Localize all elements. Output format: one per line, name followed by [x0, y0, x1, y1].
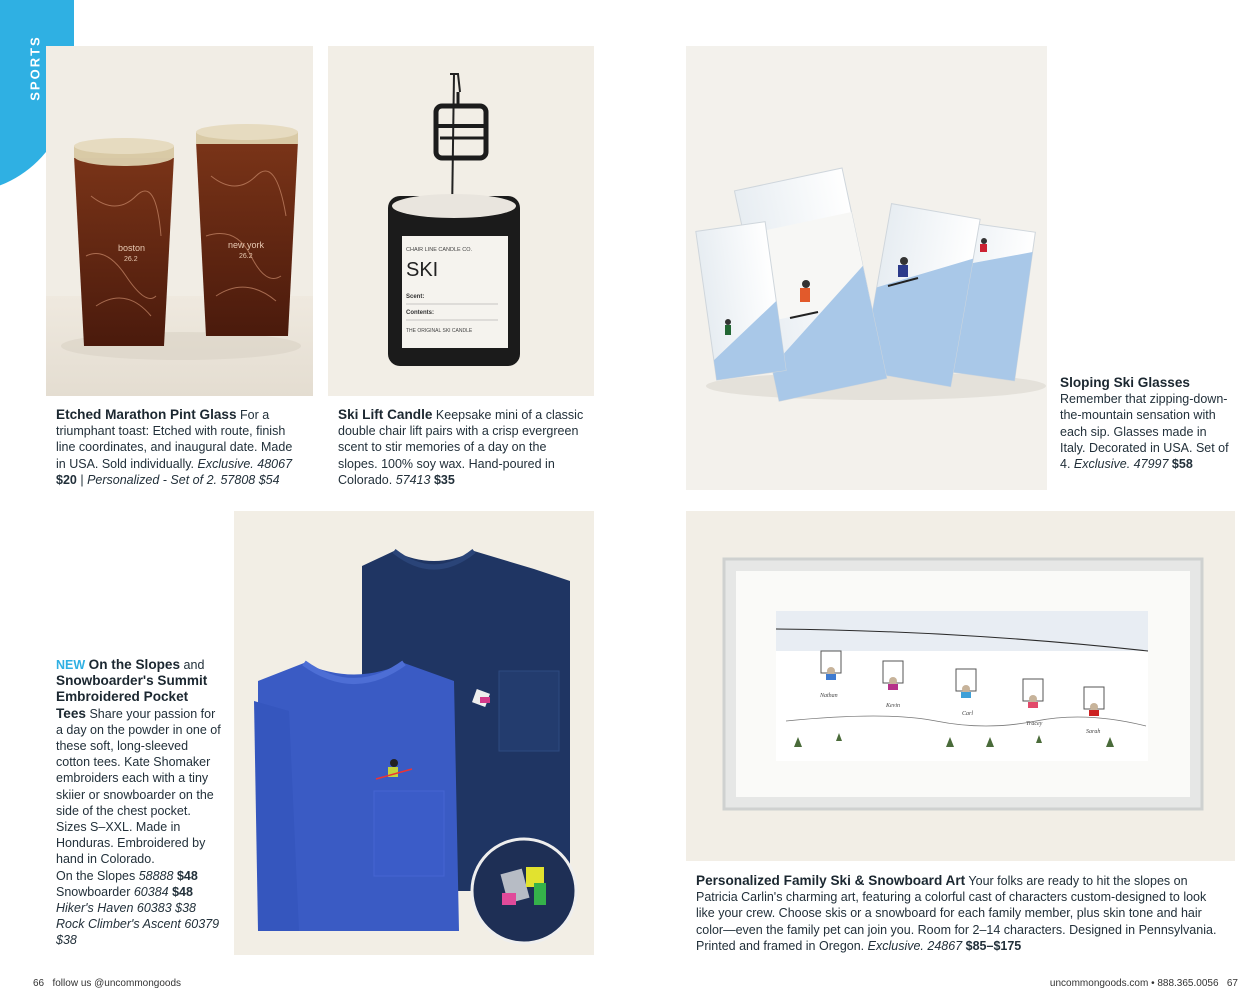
tees-illustration: [234, 511, 594, 955]
tees-photo: [234, 511, 594, 955]
tees-line-1-item: 58888: [138, 868, 174, 883]
footer-right: [1050, 978, 1238, 991]
marathon-glass-illustration: [46, 46, 313, 396]
art-name-1: Nathan: [820, 693, 838, 699]
tees-title-a: On the Slopes: [88, 657, 181, 672]
ski-glasses-price: $58: [1171, 457, 1193, 472]
section-tab-label: SPORTS: [27, 35, 43, 101]
social-link[interactable]: follow us @uncommongoods: [52, 978, 182, 989]
website-contact[interactable]: uncommongoods.com • 888.365.0056: [1049, 978, 1219, 989]
candle-illustration: [328, 46, 594, 396]
glass1-text: boston: [118, 243, 146, 253]
art-name-4: Tracey: [1026, 721, 1043, 727]
candle-label-contents: Contents:: [406, 310, 434, 316]
ski-glasses-photo: [686, 46, 1047, 490]
glass2-sub: 26.2: [239, 253, 253, 260]
marathon-price: $20: [56, 472, 77, 487]
ski-art-item: Exclusive. 24867: [867, 938, 963, 953]
tees-extra-1: Hiker's Haven 60383 $38: [56, 901, 196, 916]
candle-item: 57413: [395, 472, 431, 487]
tees-line-2-price: $48: [172, 884, 193, 899]
glass1-sub: 26.2: [124, 256, 138, 263]
tees-line-1-name: On the Slopes: [56, 868, 136, 883]
candle-copy: [338, 407, 588, 488]
candle-price: $35: [433, 472, 455, 487]
art-name-2: Kevin: [886, 703, 900, 709]
tees-desc: Share your passion for a day on the powder in one of these soft, long-sleeved cotton tees. Kate Shomaker embroiders each with a tiny skiier or snowboarder on the side of the chest pocket. Sizes S–XXL. Made in Honduras. Embroidered by hand in Colorado.: [56, 706, 221, 867]
footer-left: [33, 978, 181, 991]
ski-art-copy: [696, 873, 1226, 954]
marathon-title: Etched Marathon Pint Glass: [56, 407, 237, 422]
art-name-3: Carl: [962, 711, 974, 717]
tees-line-1-price: $48: [176, 868, 198, 883]
marathon-desc: For a triumphant toast: Etched with route, finish line coordinates, and inaugural date. Made in USA. Sold individually.: [56, 408, 293, 471]
candle-label-name: SKI: [406, 259, 439, 281]
ski-art-desc: Your folks are ready to hit the slopes on Patricia Carlin's charming art, featuring a colorful cast of characters custom-designed to look like your crew. Choose skis or a snowboard for each family member, plus skin tone and hair color—even the family pet can join you. Room for 2–14 characters. Designed in Pennsylvania. Printed and framed in Oregon.: [696, 874, 1217, 953]
tees-copy: [56, 657, 221, 949]
ski-glasses-desc: Remember that zipping-down-the-mountain sensation with each sip. Glasses made in Italy. Decorated in USA. Set of 4.: [1060, 392, 1229, 472]
marathon-personalized: Personalized - Set of 2. 57808 $54: [87, 472, 280, 487]
tees-line-2-name: Snowboarder: [56, 884, 131, 899]
ski-glasses-copy: [1060, 375, 1232, 472]
right-page-number: 67: [1226, 978, 1238, 989]
glass2-text: new york: [228, 240, 265, 250]
ski-art-illustration: [686, 511, 1235, 861]
candle-title: Ski Lift Candle: [338, 407, 433, 422]
art-name-5: Sarah: [1086, 729, 1101, 735]
left-page-number: 66: [33, 978, 45, 989]
candle-label-brand: CHAIR LINE CANDLE CO.: [406, 247, 473, 253]
candle-desc: Keepsake mini of a classic double chair lift pairs with a crisp evergreen scent to stir memories of a day on the slopes. 100% soy wax. Hand-poured in Colorado.: [338, 408, 584, 487]
tees-line-2-item: 60384: [133, 884, 169, 899]
ski-glasses-title: Sloping Ski Glasses: [1060, 375, 1190, 390]
new-badge: NEW: [56, 658, 86, 672]
ski-art-title: Personalized Family Ski & Snowboard Art: [696, 873, 966, 888]
marathon-sep: |: [76, 472, 88, 487]
ski-glasses-illustration: [686, 46, 1047, 490]
marathon-copy: [56, 407, 301, 488]
marathon-exclusive: Exclusive. 48067: [197, 456, 293, 471]
tees-title-b: Snowboarder's Summit Embroidered Pocket Tees: [56, 673, 208, 721]
ski-art-photo: [686, 511, 1235, 861]
candle-label-scent: Scent:: [406, 294, 425, 300]
marathon-glass-photo: [46, 46, 313, 396]
ski-glasses-item: Exclusive. 47997: [1073, 457, 1169, 472]
tees-extra-2: Rock Climber's Ascent 60379 $38: [56, 917, 220, 948]
tees-and: and: [183, 658, 205, 672]
candle-label-bottom: THE ORIGINAL SKI CANDLE: [406, 328, 473, 334]
candle-photo: [328, 46, 594, 396]
ski-art-price: $85–$175: [965, 938, 1022, 953]
